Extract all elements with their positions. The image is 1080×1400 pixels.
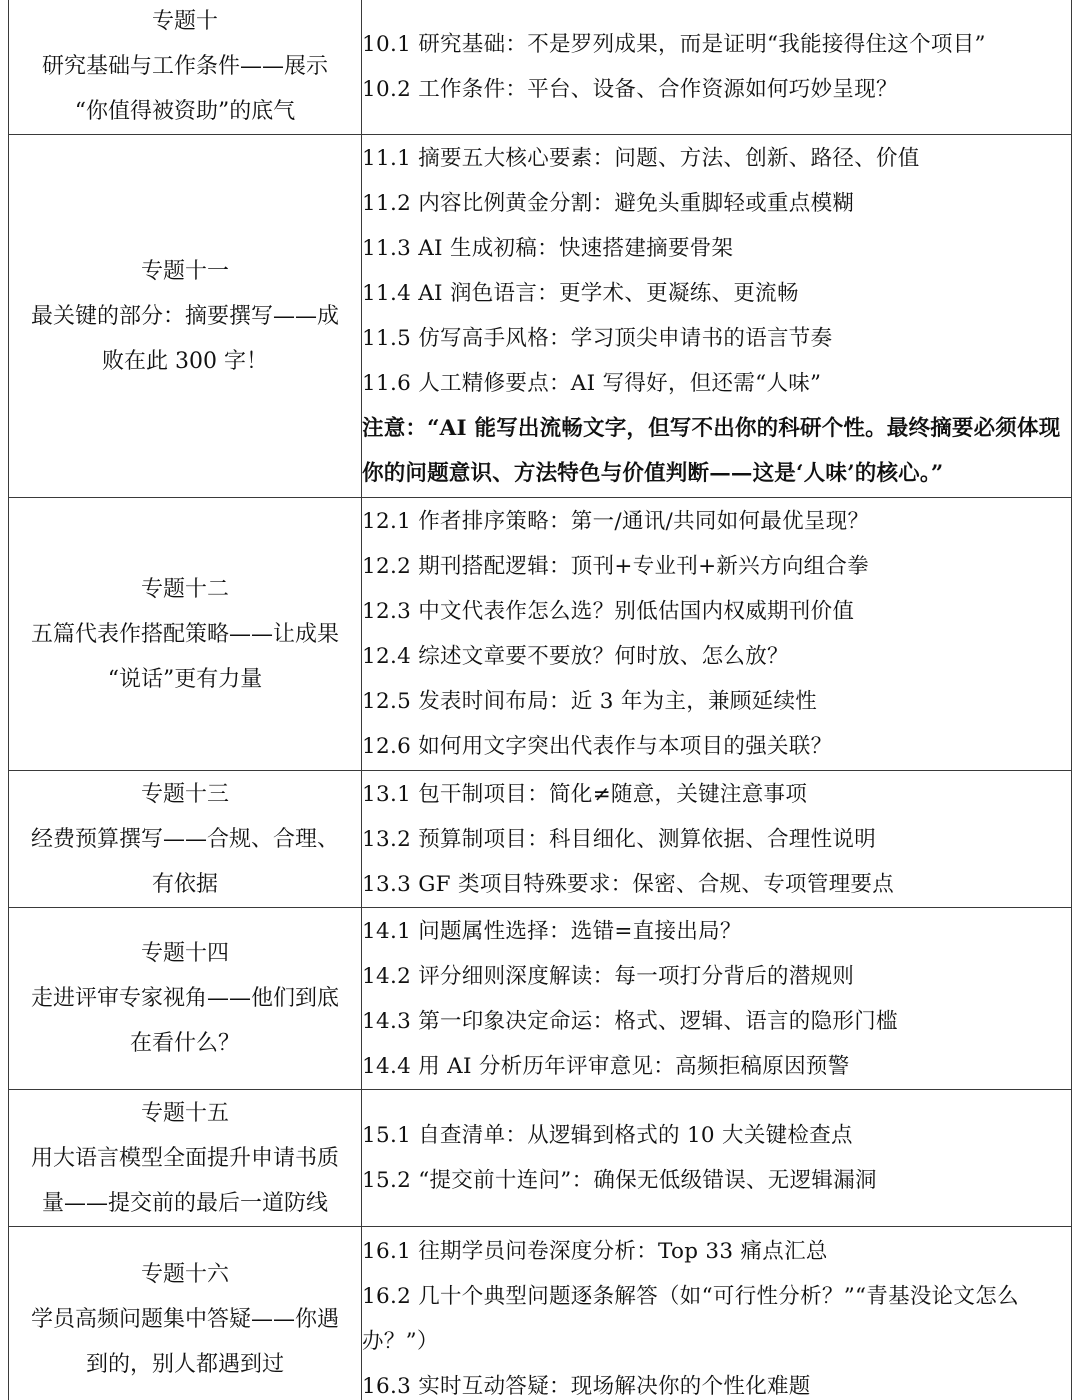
topic-cell [9,1090,362,1227]
topic-subtitle-line: 最关键的部分：摘要撰写——成 [30,303,339,329]
topic-cell [9,908,362,1090]
list-item: 15.1 自查清单：从逻辑到格式的 10 大关键检查点 [362,1123,853,1148]
topic-row-16 [9,1227,1072,1400]
list-item: 16.3 实时互动答疑：现场解决你的个性化难题 [362,1374,811,1399]
items-cell [362,1227,1072,1400]
topic-cell [9,135,362,498]
items-cell [362,135,1072,498]
items-cell [362,0,1072,135]
topic-subtitle-line: 用大语言模型全面提升申请书质 [30,1145,339,1171]
list-item: 11.3 AI 生成初稿：快速搭建摘要骨架 [362,236,734,261]
syllabus-table [8,0,1072,1400]
topic-cell [9,1227,362,1400]
topic-subtitle-line: 到的，别人都遇到过 [85,1351,284,1377]
list-item: 16.1 往期学员问卷深度分析：Top 33 痛点汇总 [362,1239,828,1264]
list-item: 14.4 用 AI 分析历年评审意见：高频拒稿原因预警 [362,1053,850,1079]
topic-title: 专题十六 [140,1261,229,1287]
topic-subtitle-line: 有依据 [151,871,218,897]
list-item: 11.5 仿写高手风格：学习顶尖申请书的语言节奏 [362,326,833,351]
list-item: 12.3 中文代表作怎么选？别低估国内权威期刊价值 [362,599,855,624]
topic-title: 专题十三 [140,781,229,807]
topic-subtitle-line: 研究基础与工作条件——展示 [41,54,328,79]
list-item: 12.5 发表时间布局：近 3 年为主，兼顾延续性 [362,689,818,714]
items-cell [362,498,1072,771]
topic-title: 专题十五 [140,1100,229,1126]
topic-cell [9,0,362,135]
list-item: 11.2 内容比例黄金分割：避免头重脚轻或重点模糊 [362,191,855,216]
topic-row-13 [9,771,1072,908]
topic-subtitle-line: 在看什么？ [129,1031,240,1056]
topic-row-15 [9,1090,1072,1227]
list-item: 12.2 期刊搭配逻辑：顶刊+专业刊+新兴方向组合拳 [362,554,870,579]
list-item: 12.1 作者排序策略：第一/通讯/共同如何最优呈现？ [362,509,870,534]
list-item: 11.6 人工精修要点：AI 写得好，但还需“人味” [362,371,822,396]
topic-cell [9,771,362,908]
list-item: 14.1 问题属性选择：选错=直接出局？ [362,918,742,944]
topic-title: 专题十 [151,9,218,34]
topic-row-11 [9,135,1072,498]
list-item: 13.2 预算制项目：科目细化、测算依据、合理性说明 [362,826,877,852]
items-cell [362,771,1072,908]
list-item: 14.2 评分细则深度解读：每一项打分背后的潜规则 [362,963,855,989]
list-item: 13.1 包干制项目：简化≠随意，关键注意事项 [362,781,808,807]
topic-title: 专题十一 [140,258,229,284]
list-item: 11.1 摘要五大核心要素：问题、方法、创新、路径、价值 [362,146,920,171]
topic-subtitle-line: 经费预算撰写——合规、合理、 [30,826,339,852]
items-cell [362,908,1072,1090]
list-item: 12.4 综述文章要不要放？何时放、怎么放？ [362,644,789,669]
topic-subtitle-line: 五篇代表作搭配策略——让成果 [30,621,339,647]
topic-subtitle-line: 量——提交前的最后一道防线 [41,1190,328,1216]
list-item: 16.2 几十个典型问题逐条解答（如“可行性分析？”“青基没论文怎么办？”） [362,1284,1019,1354]
list-item: 10.2 工作条件：平台、设备、合作资源如何巧妙呈现？ [362,76,898,102]
list-item: 15.2 “提交前十连问”：确保无低级错误、无逻辑漏洞 [362,1168,877,1193]
list-item: 13.3 GF 类项目特殊要求：保密、合规、专项管理要点 [362,871,895,897]
topic-title: 专题十四 [140,941,229,966]
topic-row-14 [9,908,1072,1090]
list-item: 10.1 研究基础：不是罗列成果，而是证明“我能接得住这个项目” [362,31,986,57]
list-item: 11.4 AI 润色语言：更学术、更凝练、更流畅 [362,281,799,306]
list-item: 14.3 第一印象决定命运：格式、逻辑、语言的隐形门槛 [362,1008,898,1034]
topic-subtitle-line: 败在此 300 字！ [102,348,268,374]
topic-cell [9,498,362,771]
topic-subtitle-line: “你值得被资助”的底气 [74,99,296,124]
note-text: 注意：“AI 能写出流畅文字，但写不出你的科研个性。最终摘要必须体现你的问题意识、方法特色与价值判断——这是‘人味’的核心。” [362,416,1061,486]
list-item: 12.6 如何用文字突出代表作与本项目的强关联？ [362,734,833,759]
topic-row-12 [9,498,1072,771]
topic-subtitle-line: 走进评审专家视角——他们到底 [30,986,339,1011]
topic-subtitle-line: 学员高频问题集中答疑——你遇 [30,1306,339,1332]
topic-subtitle-line: “说话”更有力量 [107,666,263,692]
topic-title: 专题十二 [140,576,229,602]
topic-row-10 [9,0,1072,135]
items-cell [362,1090,1072,1227]
